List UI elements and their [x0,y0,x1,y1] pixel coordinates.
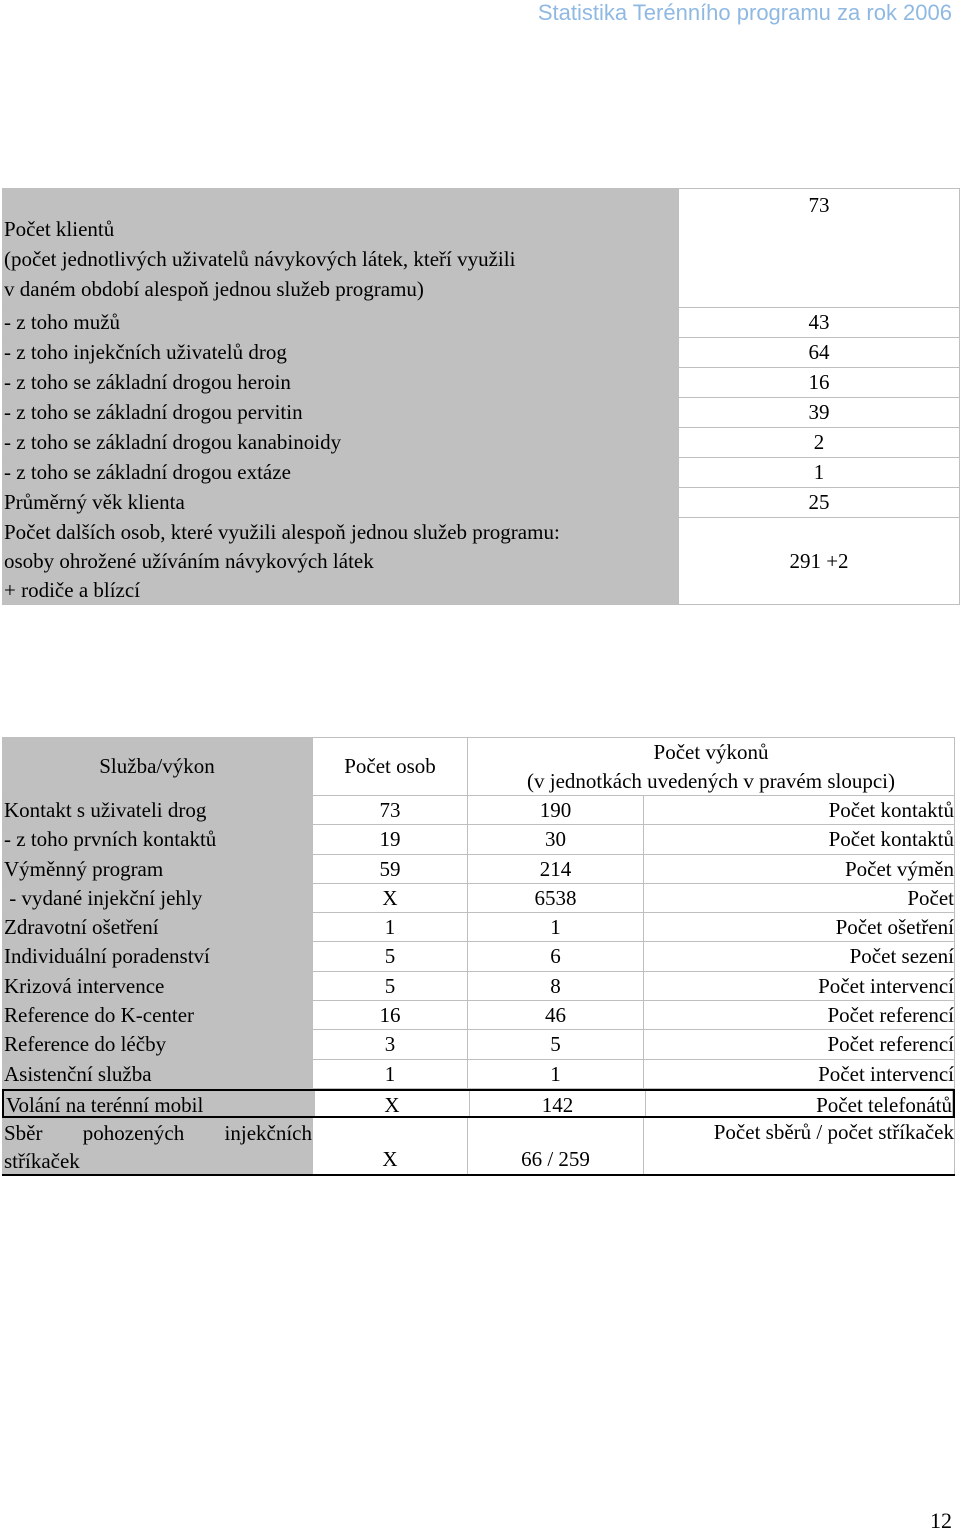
persons-count: 59 [312,855,467,883]
summary-label: - z toho se základní drogou heroin [2,368,678,397]
summary-label: - z toho se základní drogou kanabinoidy [2,428,678,457]
acts-count: 142 [469,1091,645,1116]
summary-label: - z toho se základní drogou pervitin [2,398,678,427]
service-name: - vydané injekční jehly [2,884,312,912]
summary-row [2,457,960,487]
acts-count: 5 [467,1030,643,1058]
header-acts-subtitle: (v jednotkách uvedených v pravém sloupci) [527,768,895,793]
service-name: - z toho prvních kontaktů [2,825,312,853]
unit-label: Počet referencí [643,1001,955,1029]
acts-count: 30 [467,825,643,853]
summary-row [2,367,960,397]
summary-value: 1 [678,458,960,487]
header-acts-title: Počet výkonů [653,739,769,764]
unit-label: Počet intervencí [643,972,955,1000]
persons-count: X [312,884,467,912]
summary-value: 16 [678,368,960,397]
acts-count: 66 / 259 [467,1118,643,1174]
service-name: Individuální poradenství [2,942,312,970]
acts-count: 6 [467,942,643,970]
table-row [2,884,955,913]
unit-label: Počet sběrů / počet stříkaček [643,1118,955,1174]
summary-row [2,517,960,605]
summary-row [2,487,960,517]
table-row [2,1060,955,1089]
page-number: 12 [930,1508,952,1533]
summary-label: - z toho injekčních uživatelů drog [2,338,678,367]
acts-count: 190 [467,796,643,824]
page-header-title: Statistika Terénního programu za rok 2006 [537,0,952,25]
summary-value: 43 [678,308,960,337]
table-row [2,1030,955,1059]
service-name: Sběr pohozených injekčních stříkaček [2,1118,312,1174]
summary-row [2,397,960,427]
persons-count: 1 [312,1060,467,1088]
summary-value: 64 [678,338,960,367]
unit-label: Počet [643,884,955,912]
header-persons: Počet osob [312,738,467,795]
table-row [2,1001,955,1030]
service-name: Reference do léčby [2,1030,312,1058]
persons-count: 19 [312,825,467,853]
summary-label: Počet klientů (počet jednotlivých uživatelů návykových látek, kteří využili v daném období alespoň jednou služeb programu) [2,189,678,307]
service-name: Asistenční služba [2,1060,312,1088]
services-table [2,737,955,1176]
service-name: Kontakt s uživateli drog [2,796,312,824]
table-row [2,913,955,942]
acts-count: 8 [467,972,643,1000]
summary-value: 2 [678,428,960,457]
summary-label: - z toho se základní drogou extáze [2,458,678,487]
service-name: Reference do K-center [2,1001,312,1029]
summary-row [2,337,960,367]
summary-value: 73 [678,189,960,307]
unit-label: Počet sezení [643,942,955,970]
header-acts [467,738,955,795]
summary-label: Počet dalších osob, které využili alespoň jednou služeb programu: osoby ohrožené užíváním návykových látek + rodiče a blízcí [2,518,678,604]
table-row [2,796,955,825]
unit-label: Počet referencí [643,1030,955,1058]
service-name: Zdravotní ošetření [2,913,312,941]
table-row [2,855,955,884]
summary-label: - z toho mužů [2,308,678,337]
summary-value: 25 [678,488,960,517]
persons-count: 5 [312,942,467,970]
unit-label: Počet telefonátů [645,1091,953,1116]
summary-row [2,307,960,337]
client-summary-table [2,188,960,605]
summary-row [2,188,960,307]
service-name: Volání na terénní mobil [4,1091,314,1116]
unit-label: Počet kontaktů [643,825,955,853]
persons-count: 3 [312,1030,467,1058]
persons-count: 16 [312,1001,467,1029]
persons-count: 73 [312,796,467,824]
service-name: Výměnný program [2,855,312,883]
unit-label: Počet kontaktů [643,796,955,824]
summary-row [2,427,960,457]
summary-value: 291 +2 [678,518,960,604]
services-header-row [2,737,955,796]
persons-count: X [312,1118,467,1174]
persons-count: 1 [312,913,467,941]
table-row [2,942,955,971]
acts-count: 1 [467,913,643,941]
table-row [2,1118,955,1176]
table-row [2,972,955,1001]
persons-count: 5 [312,972,467,1000]
summary-value: 39 [678,398,960,427]
acts-count: 214 [467,855,643,883]
service-name: Krizová intervence [2,972,312,1000]
acts-count: 46 [467,1001,643,1029]
acts-count: 1 [467,1060,643,1088]
unit-label: Počet výměn [643,855,955,883]
table-row [2,1089,955,1118]
persons-count: X [314,1091,469,1116]
acts-count: 6538 [467,884,643,912]
unit-label: Počet ošetření [643,913,955,941]
table-row [2,825,955,854]
header-service: Služba/výkon [2,738,312,795]
summary-label: Průměrný věk klienta [2,488,678,517]
unit-label: Počet intervencí [643,1060,955,1088]
